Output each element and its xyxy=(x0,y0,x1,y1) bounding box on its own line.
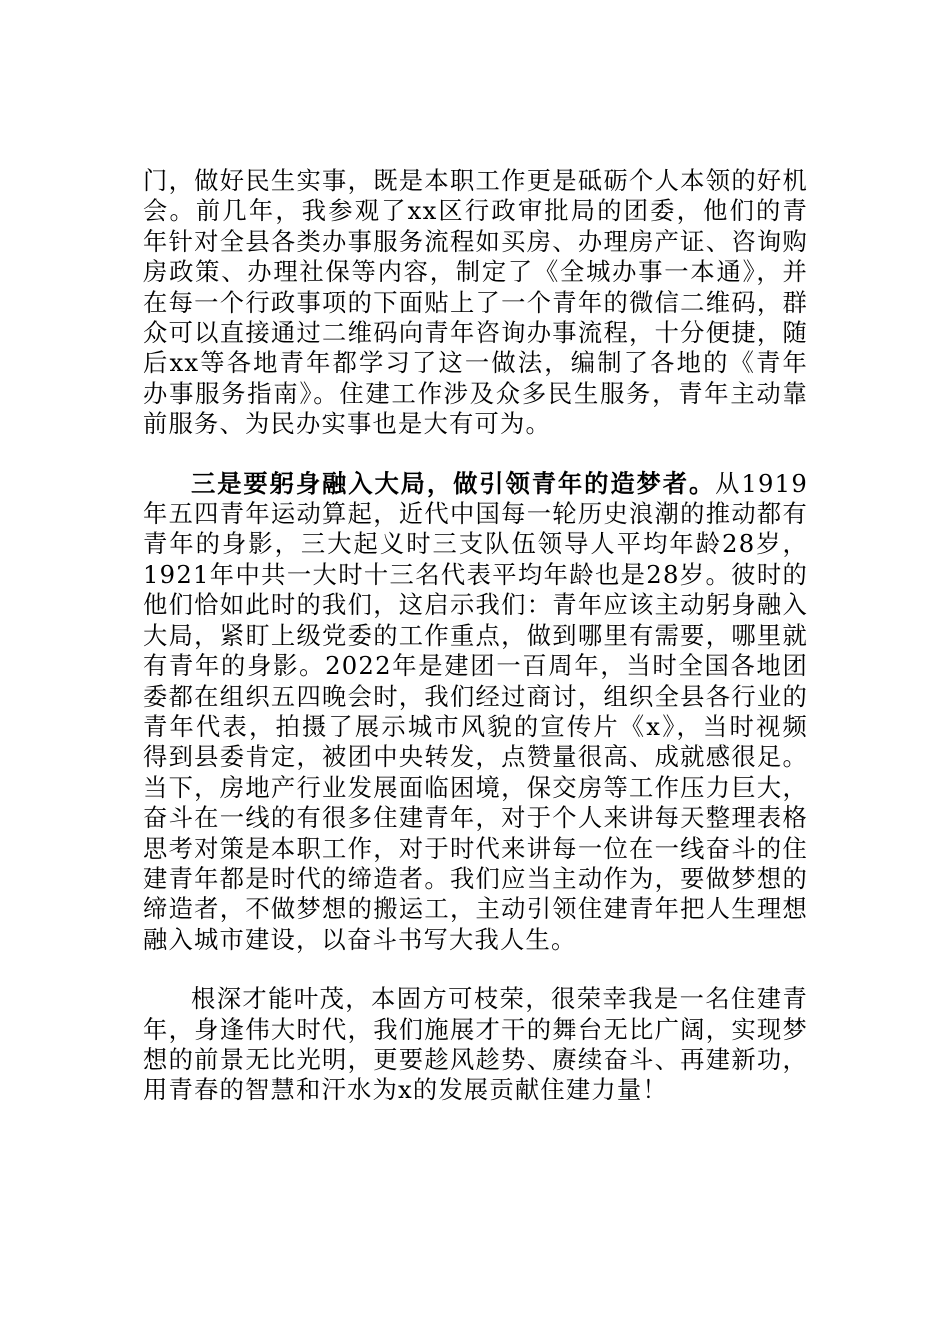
document-body xyxy=(143,166,808,1135)
paragraph-point-three xyxy=(143,469,808,956)
paragraph-text: 门，做好民生实事，既是本职工作更是砥砺个人本领的好机会。前几年，我参观了xx区行政审批局的团委，他们的青年针对全县各类办事服务流程如买房、办理房产证、咨询购房政策、办理社保等内容，制定了《全城办事一本通》，并在每一个行政事项的下面贴上了一个青年的微信二维码，群众可以直接通过二维码向青年咨询办事流程，十分便捷，随后xx等各地青年都学习了这一做法，编制了各地的《青年办事服务指南》。住建工作涉及众多民生服务，青年主动靠前服务、为民办实事也是大有可为。 xyxy=(143,166,808,439)
paragraph-continuation xyxy=(143,166,808,440)
paragraph-conclusion xyxy=(143,984,808,1106)
paragraph-text: 根深才能叶茂，本固方可枝荣，很荣幸我是一名住建青年，身逢伟大时代，我们施展才干的舞台无比广阔，实现梦想的前景无比光明，更要趁风趁势、赓续奋斗、再建新功，用青春的智慧和汗水为x的发展贡献住建力量！ xyxy=(143,984,808,1105)
paragraph-text: 从1919年五四青年运动算起，近代中国每一轮历史浪潮的推动都有青年的身影，三大起义时三支队伍领导人平均年龄28岁，1921年中共一大时十三名代表平均年龄也是28岁。彼时的他们恰如此时的我们，这启示我们：青年应该主动躬身融入大局，紧盯上级党委的工作重点，做到哪里有需要，哪里就有青年的身影。2022年是建团一百周年，当时全国各地团委都在组织五四晚会时，我们经过商讨，组织全县各行业的青年代表，拍摄了展示城市风貌的宣传片《x》，当时视频得到县委肯定，被团中央转发，点赞量很高、成就感很足。当下，房地产行业发展面临困境，保交房等工作压力巨大，奋斗在一线的有很多住建青年，对于个人来讲每天整理表格思考对策是本职工作，对于时代来讲每一位在一线奋斗的住建青年都是时代的缔造者。我们应当主动作为，要做梦想的缔造者，不做梦想的搬运工，主动引领住建青年把人生理想融入城市建设，以奋斗书写大我人生。 xyxy=(143,468,808,954)
paragraph-lead-heading: 三是要躬身融入大局，做引领青年的造梦者。 xyxy=(191,468,716,498)
